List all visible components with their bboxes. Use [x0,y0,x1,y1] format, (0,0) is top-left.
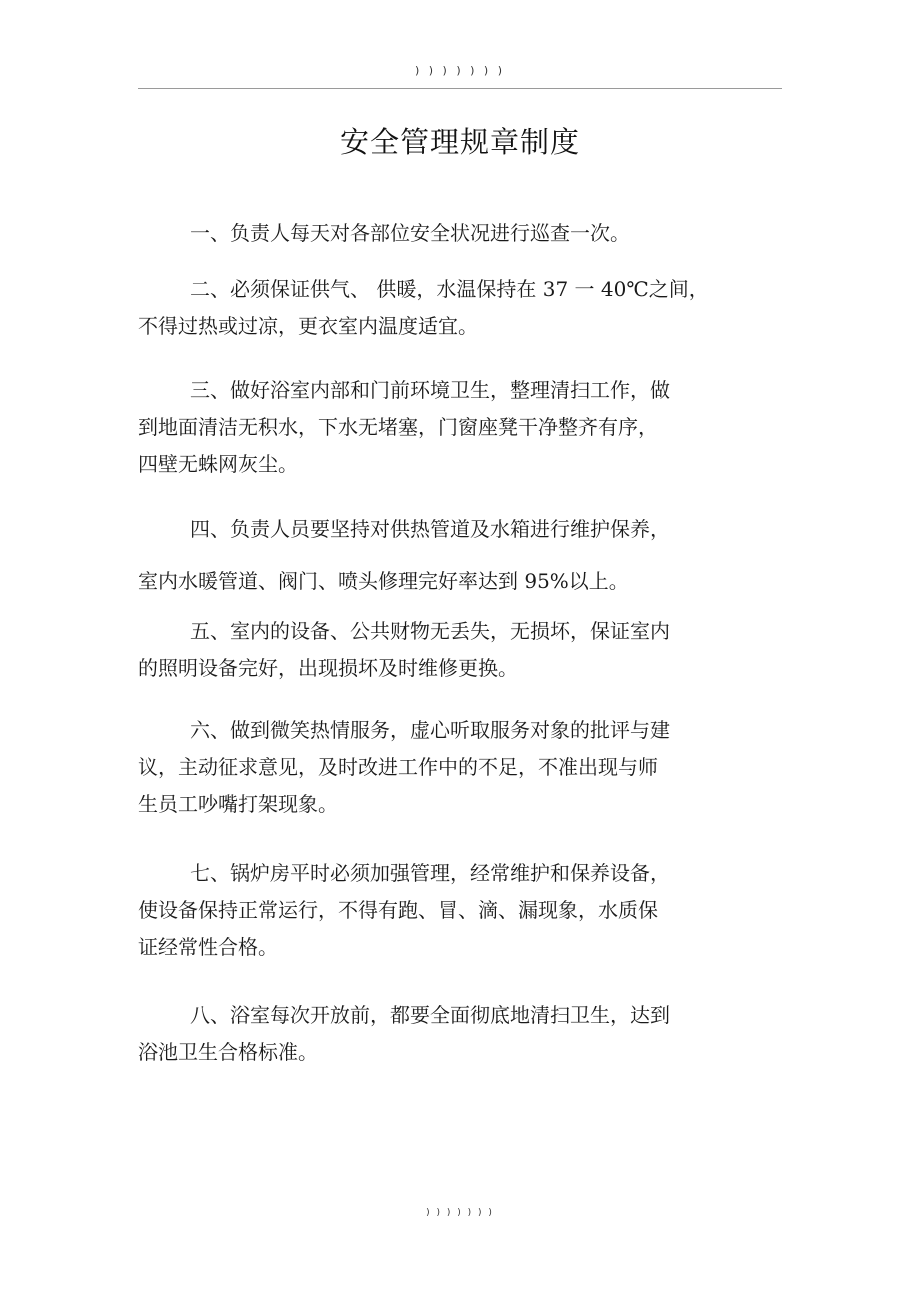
page-title: 安全管理规章制度 [339,125,580,159]
clause-line: 的照明设备完好，出现损坏及时维修更换。 [138,656,518,680]
header-mark: ) ) ) ) ) ) ) [414,64,506,77]
clause-line: 生员工吵嘴打架现象。 [138,792,338,816]
clause-line: 证经常性合格。 [138,935,278,959]
clause-8 [138,997,738,1071]
clause-line: 四壁无蛛网灰尘。 [138,452,298,476]
footer-mark: ) ) ) ) ) ) ) [426,1208,494,1218]
clause-line: 浴池卫生合格标准。 [138,1040,318,1064]
clause-line: 不得过热或过凉，更衣室内温度适宜。 [138,314,478,338]
clause-line: 到地面清洁无积水，下水无堵塞，门窗座凳干净整齐有序， [138,415,658,439]
clause-2 [138,271,738,345]
clause-4 [138,503,738,607]
clause-5 [138,613,738,687]
clause-line: 五、室内的设备、公共财物无丢失，无损坏，保证室内 [190,619,670,643]
clause-line: 使设备保持正常运行，不得有跑、冒、滴、漏现象，水质保 [138,898,658,922]
clause-line: 室内水暖管道、阀门、喷头修理完好率达到 95%以上。 [138,569,629,593]
header-rule [138,88,782,89]
clause-6 [138,712,738,823]
clause-line: 二、必须保证供气、 供暖，水温保持在 37 一 40℃之间， [190,277,709,301]
clause-7 [138,855,738,966]
clause-line: 议，主动征求意见，及时改进工作中的不足，不准出现与师 [138,755,658,779]
clause-line: 七、锅炉房平时必须加强管理，经常维护和保养设备， [190,861,670,885]
clause-line: 三、做好浴室内部和门前环境卫生，整理清扫工作，做 [190,378,670,402]
clause-line: 六、做到微笑热情服务，虚心听取服务对象的批评与建 [190,718,670,742]
clause-3 [138,372,738,483]
clause-line: 四、负责人员要坚持对供热管道及水箱进行维护保养， [190,517,670,541]
clause-line: 八、浴室每次开放前，都要全面彻底地清扫卫生，达到 [190,1003,670,1027]
clause-line: 一、负责人每天对各部位安全状况进行巡查一次。 [190,221,630,245]
clause-1 [138,215,738,252]
